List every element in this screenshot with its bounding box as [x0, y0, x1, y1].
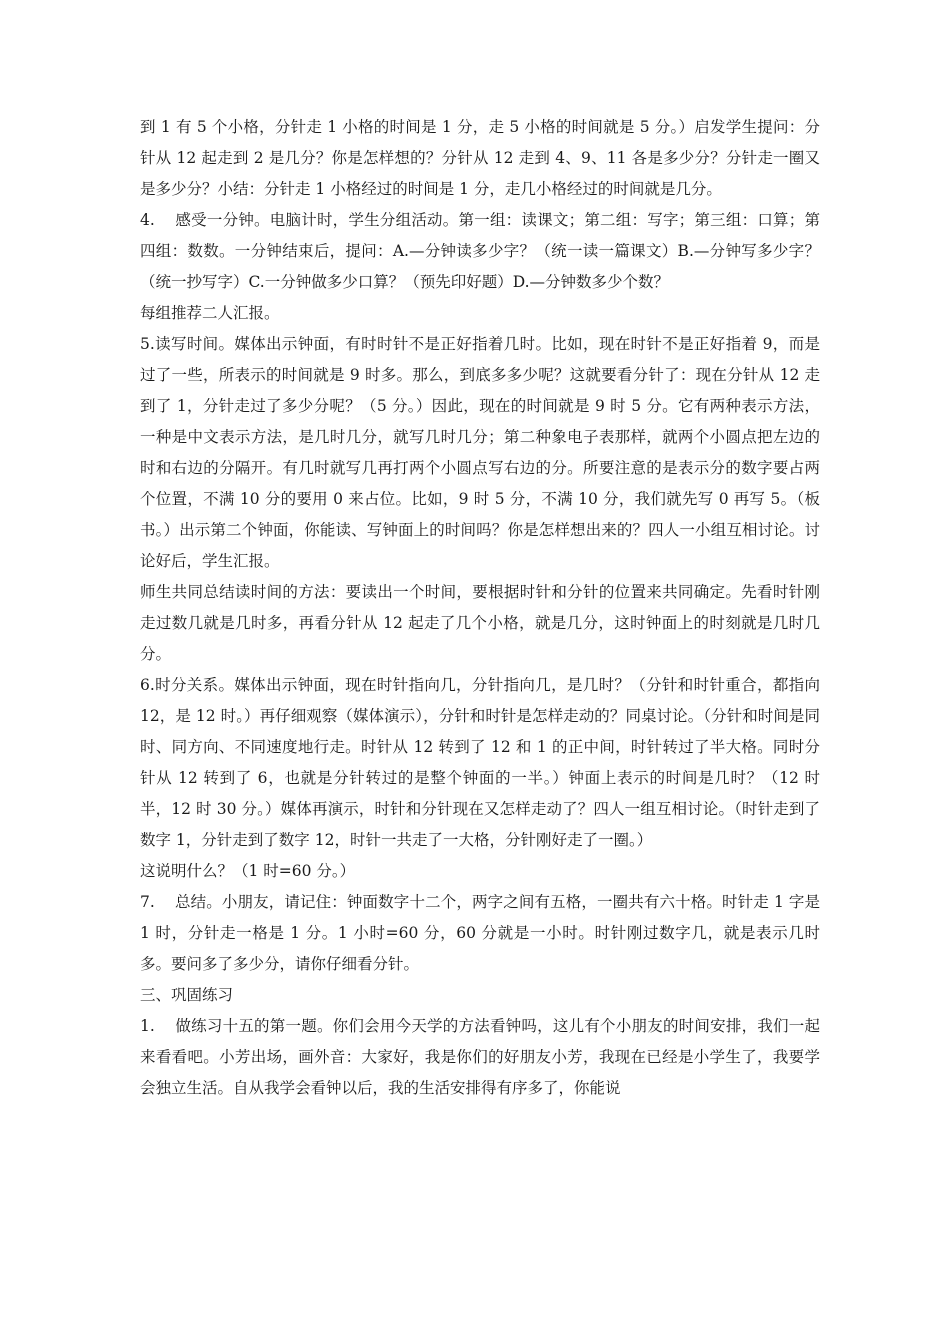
paragraph-conclusion: 7. 总结。小朋友，请记住：钟面数字十二个，两字之间有五格，一圈共有六十格。时针走 1 字是 1 时，分针走一格是 1 分。1 小时=60 分，60 分就是一小时。时针刚过数字几，就是表示几时多。要问多了多少分，请你仔细看分针。: [140, 893, 825, 973]
paragraph-group-report: 每组推荐二人汇报。: [140, 304, 280, 322]
paragraph-feel-one-minute: 4. 感受一分钟。电脑计时，学生分组活动。第一组：读课文；第二组：写字；第三组：口算；第四组：数数。一分钟结束后，提问：A.—分钟读多少字？（统一读一篇课文）B.—分钟写多少字？（统一抄写字）C.一分钟做多少口算？（预先印好题）D.—分钟数多少个数？: [140, 211, 820, 291]
document-body: [140, 112, 825, 1104]
paragraph-read-write-time: 5.读写时间。媒体出示钟面，有时时针不是正好指着几时。比如，现在时针不是正好指着 9，而是过了一些，所表示的时间就是 9 时多。那么，到底多多少呢？这就要看分针了：现在分针从 12 走到了 1，分针走过了多少分呢？（5 分。）因此，现在的时间就是 9 时 5 分。它有两种表示方法，一种是中文表示方法，是几时几分，就写几时几分；第二种象电子表那样，就两个小圆点把左边的时和右边的分隔开。有几时就写几再打两个小圆点写右边的分。所要注意的是表示分的数字要占两个位置，不满 10 分的要用 0 来占位。比如，9 时 5 分，不满 10 分，我们就先写 0 再写 5。（板书。）出示第二个钟面，你能读、写钟面上的时间吗？你是怎样想出来的？四人一小组互相讨论。讨论好后，学生汇报。: [140, 335, 820, 570]
paragraph-summary-method: 师生共同总结读时间的方法：要读出一个时间，要根据时针和分针的位置来共同确定。先看时针刚走过数几就是几时多，再看分针从 12 起走了几个小格，就是几分，这时钟面上的时刻就是几时几分。: [140, 583, 820, 663]
paragraph-exercise-one: 1. 做练习十五的第一题。你们会用今天学的方法看钟吗，这儿有个小朋友的时间安排，我们一起来看看吧。小芳出场，画外音：大家好，我是你们的好朋友小芳，我现在已经是小学生了，我要学会独立生活。自从我学会看钟以后，我的生活安排得有序多了，你能说: [140, 1017, 820, 1097]
paragraph-minute-intro: 到 1 有 5 个小格，分针走 1 小格的时间是 1 分，走 5 小格的时间就是 5 分。）启发学生提问：分针从 12 起走到 2 是几分？你是怎样想的？分针从 12 走到 4、9、11 各是多少分？分针走一圈又是多少分？小结：分针走 1 小格经过的时间是 1 分，走几小格经过的时间就是几分。: [140, 118, 820, 198]
paragraph-hour-minute-relation: 6.时分关系。媒体出示钟面，现在时针指向几，分针指向几，是几时？（分针和时针重合，都指向 12，是 12 时。）再仔细观察（媒体演示），分针和时针是怎样走动的？同桌讨论。（分针和时间是同时、同方向、不同速度地行走。时针从 12 转到了 12 和 1 的正中间，时针转过了半大格。同时分针从 12 转到了 6，也就是分针转过的是整个钟面的一半。）钟面上表示的时间是几时？（12 时半，12 时 30 分。）媒体再演示，时针和分针现在又怎样走动了？四人一组互相讨论。（时针走到了数字 1，分针走到了数字 12，时针一共走了一大格，分针刚好走了一圈。）: [140, 676, 825, 849]
paragraph-what-it-means: 这说明什么？（1 时=60 分。）: [140, 862, 356, 880]
section-heading-practice: 三、巩固练习: [140, 986, 234, 1004]
